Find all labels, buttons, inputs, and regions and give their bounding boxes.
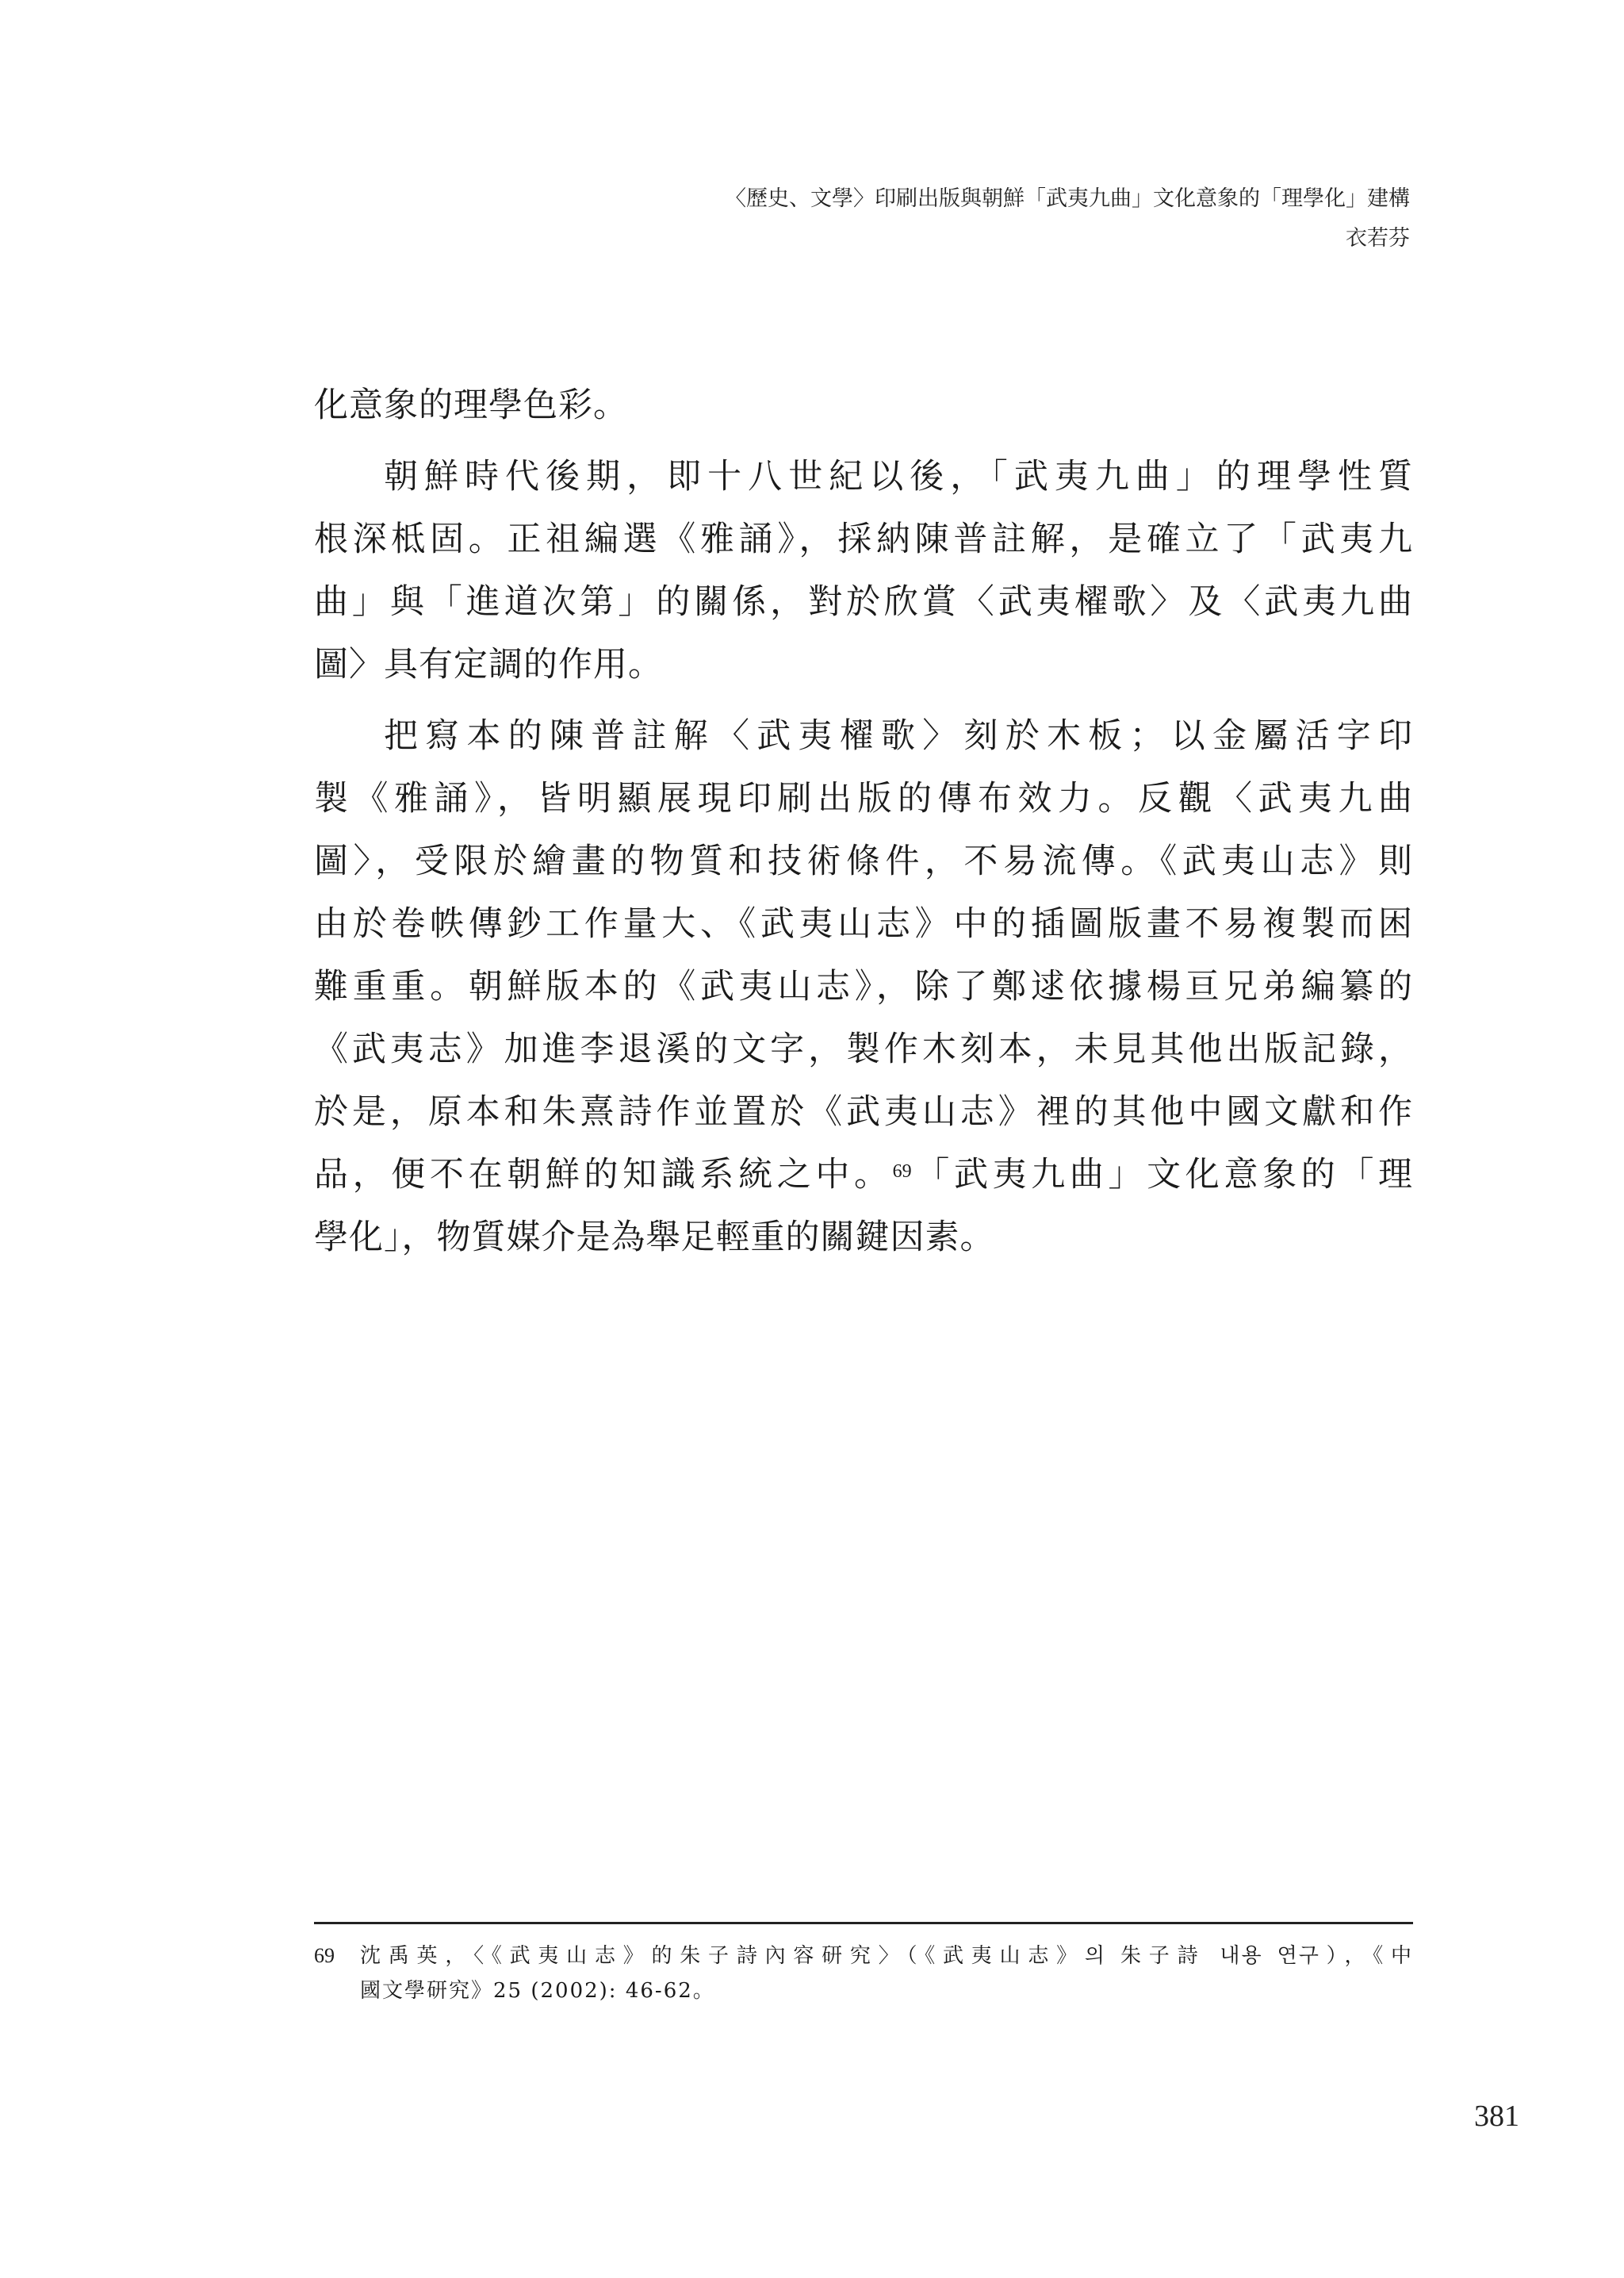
body-text [314,374,1413,1269]
footnote-number: 69 [314,1944,335,1967]
paragraph-3-line: 把寫本的陳普註解〈武夷櫂歌〉刻於木板；以金屬活字印 [384,716,1413,756]
running-head [725,179,1410,259]
paragraph-2-line: 曲」與「進道次第」的關係，對於欣賞〈武夷櫂歌〉及〈武夷九曲 [314,582,1413,622]
running-head-title: 〈歷史、文學〉印刷出版與朝鮮「武夷九曲」文化意象的「理學化」建構 [725,186,1410,211]
paragraph-1-line: 化意象的理學色彩。 [314,385,628,425]
paragraph-3-line: 圖〉，受限於繪畫的物質和技術條件，不易流傳。《武夷山志》則 [314,842,1413,881]
paragraph-3-line: 由於卷帙傳鈔工作量大、《武夷山志》中的插圖版畫不易複製而困 [314,904,1413,944]
footnote-body [360,1939,1413,2008]
footnote-line: 沈禹英，〈《武夷山志》的朱子詩內容研究〉（《武夷山志》의 朱子詩 내용 연구），《中 [360,1944,1413,1968]
footnote-divider [314,1922,1413,1924]
paragraph-3-line-with-footnote-ref [314,1144,1413,1206]
running-head-author: 衣若芬 [1346,226,1410,251]
paragraph-2-line: 根深柢固。正祖編選《雅誦》，採納陳普註解，是確立了「武夷九 [314,520,1413,559]
paragraph-3-line: 學化」，物質媒介是為舉足輕重的關鍵因素。 [314,1218,995,1257]
footnote-69 [314,1939,1413,2008]
footnote-line: 國文學研究》25 (2002): 46-62。 [360,1979,715,2003]
page-number: 381 [1474,2100,1519,2133]
paragraph-3-line: 製《雅誦》，皆明顯展現印刷出版的傳布效力。反觀〈武夷九曲 [314,779,1413,819]
footnote-reference[interactable]: 69 [892,1161,912,1182]
text-span: 「武夷九曲」文化意象的「理 [911,1155,1414,1195]
paragraph-3-line: 《武夷志》加進李退溪的文字，製作木刻本，未見其他出版記錄， [314,1030,1413,1069]
paragraph-2-line: 圖〉具有定調的作用。 [314,645,663,685]
paragraph-3-line: 難重重。朝鮮版本的《武夷山志》，除了鄭逑依據楊亘兄弟編纂的 [314,967,1413,1007]
paragraph-2-line: 朝鮮時代後期，即十八世紀以後，「武夷九曲」的理學性質 [384,457,1413,497]
text-span: 品，便不在朝鮮的知識系統之中。 [314,1155,893,1195]
paragraph-3-line: 於是，原本和朱熹詩作並置於《武夷山志》裡的其他中國文獻和作 [314,1092,1413,1132]
